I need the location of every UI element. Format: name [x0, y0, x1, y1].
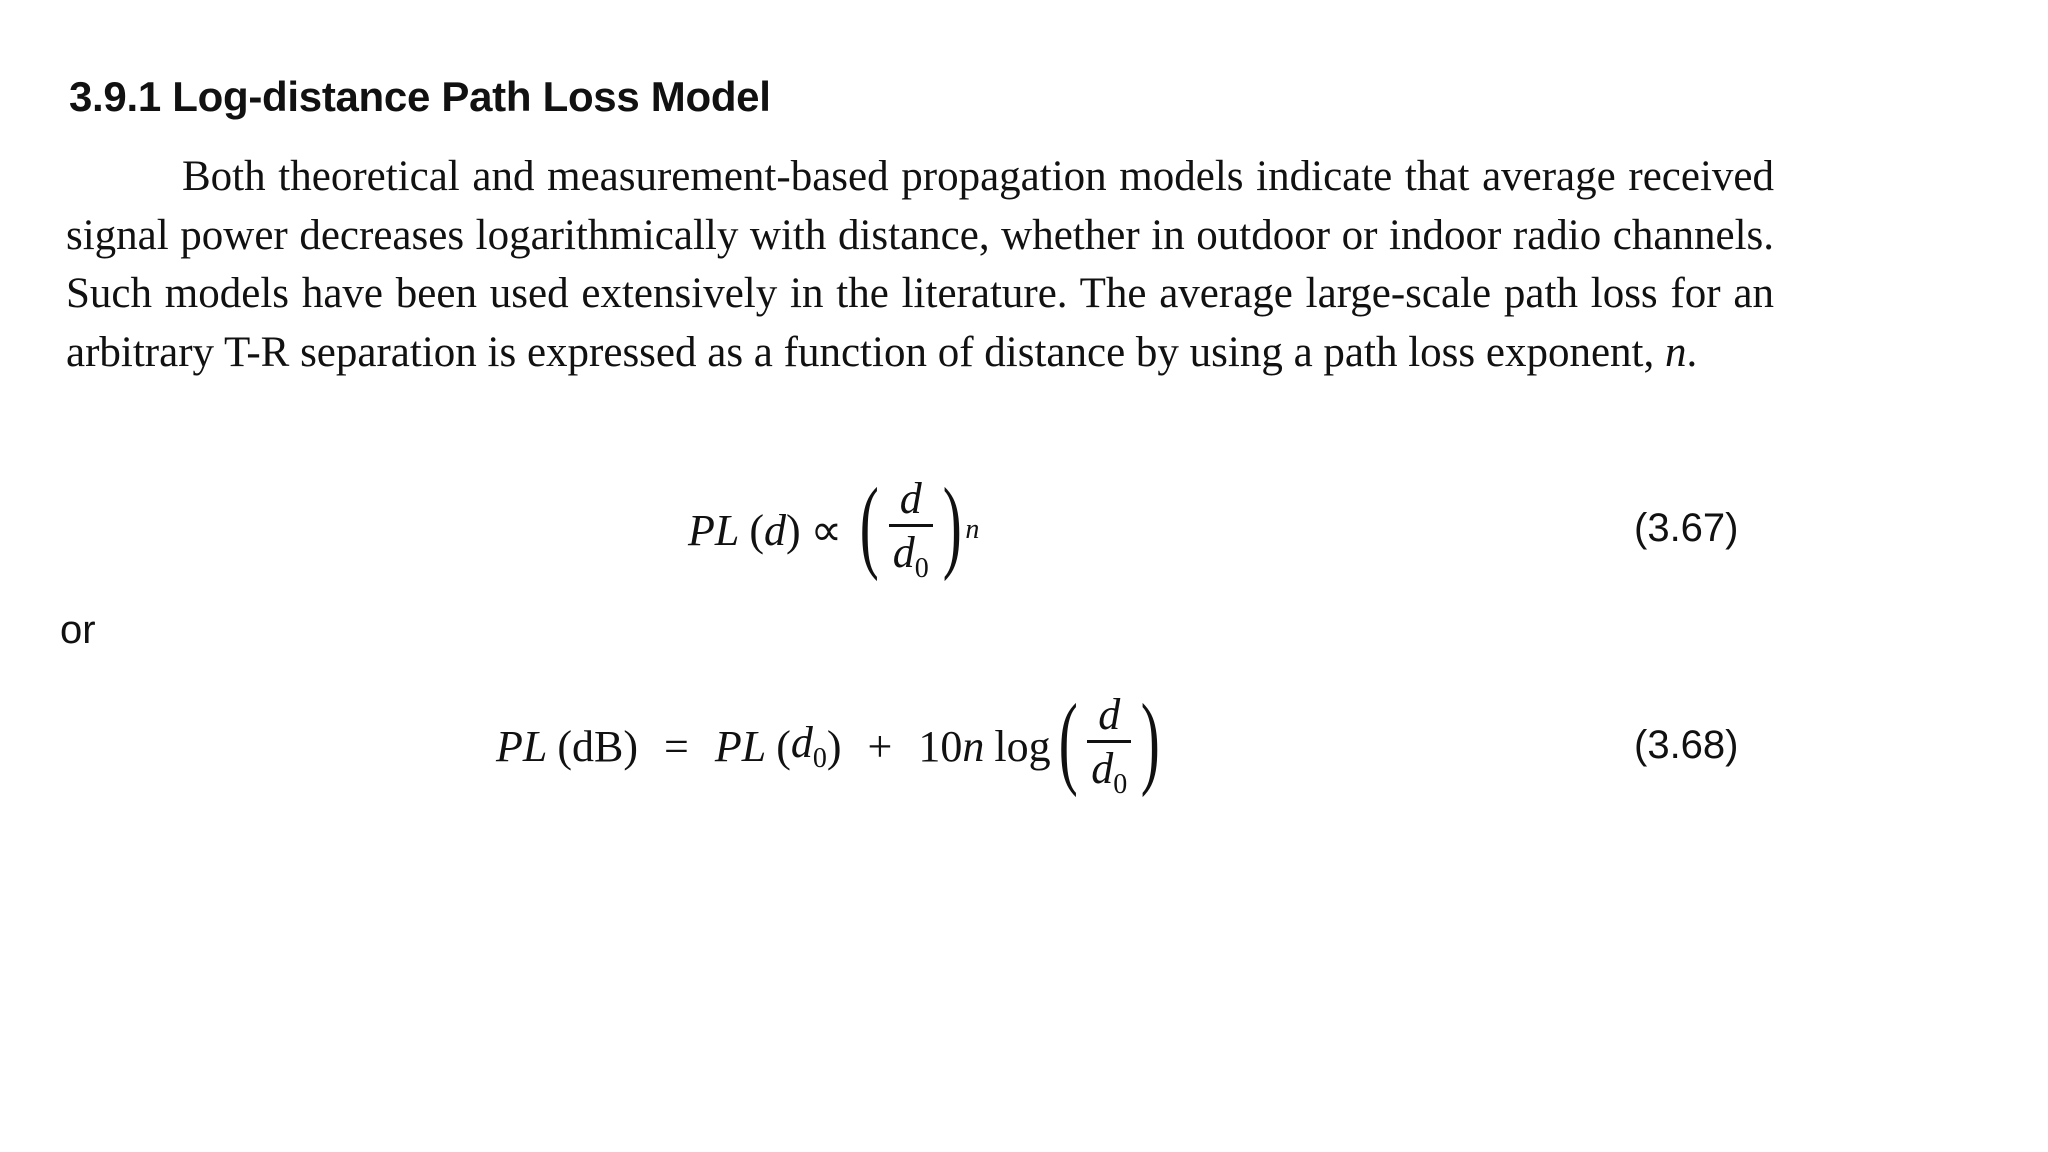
- eq2-denominator: [1091, 743, 1127, 799]
- connector-word: or: [60, 608, 96, 652]
- body-paragraph: [66, 148, 1774, 382]
- eq1-lhs-close-paren: ): [786, 505, 801, 555]
- eq2-pl-symbol: PL: [496, 721, 548, 771]
- eq1-denominator-base: d: [892, 528, 915, 577]
- paragraph-text: Both theoretical and measurement-based propagation models indicate that average received signal power decreases logarithmically with distance, whether in outdoor or indoor radio channels. Such models have been used extensively in the literature. The average large-scale path loss for an arbitrary T-R separation is expressed as a function of distance by using a path loss exponent,: [66, 153, 1774, 376]
- eq2-rhs-close-paren: ): [826, 721, 842, 771]
- eq2-denominator-base: d: [1091, 744, 1114, 793]
- eq1-exponent: n: [965, 514, 980, 545]
- eq2-rhs-argument-subscript: 0: [812, 743, 827, 774]
- eq1-fraction: [889, 474, 933, 584]
- eq2-exponent-variable: n: [962, 721, 985, 771]
- equation-3-67: [688, 467, 980, 586]
- eq2-denominator-subscript: 0: [1113, 769, 1128, 800]
- eq1-numerator: d: [899, 474, 922, 523]
- eq1-pl-symbol: PL: [688, 505, 740, 555]
- paragraph-end: .: [1686, 328, 1698, 376]
- equation-3-68: [496, 683, 1168, 802]
- eq2-rhs-argument-base: d: [790, 718, 813, 767]
- eq2-big-close-paren: ): [1141, 683, 1161, 798]
- eq2-log-function: log: [994, 721, 1051, 771]
- eq2-rhs-argument: [791, 717, 827, 775]
- eq1-lhs-open-paren: (: [749, 505, 765, 555]
- eq1-proportional-symbol: ∝: [810, 505, 843, 555]
- eq2-equals-sign: =: [664, 721, 689, 771]
- equation-number-3-68: (3.68): [1634, 723, 1739, 767]
- exponent-variable: n: [1664, 328, 1687, 376]
- eq2-rhs-open-paren: (: [776, 721, 791, 771]
- eq1-lhs-argument: d: [764, 505, 787, 555]
- eq1-big-close-paren: ): [942, 467, 962, 582]
- eq2-lhs-unit: (dB): [557, 721, 639, 771]
- eq1-big-open-paren: (: [859, 467, 879, 582]
- eq2-fraction: [1087, 690, 1131, 800]
- eq1-denominator: [893, 527, 929, 583]
- eq2-plus-sign: +: [867, 721, 893, 771]
- eq1-denominator-subscript: 0: [914, 553, 929, 584]
- equation-number-3-67: (3.67): [1634, 506, 1739, 550]
- eq2-coefficient: 10: [918, 721, 963, 771]
- eq2-numerator: d: [1098, 690, 1121, 739]
- section-heading: 3.9.1 Log-distance Path Loss Model: [69, 73, 771, 120]
- eq2-big-open-paren: (: [1058, 683, 1078, 798]
- eq2-rhs-pl-symbol: PL: [714, 721, 767, 771]
